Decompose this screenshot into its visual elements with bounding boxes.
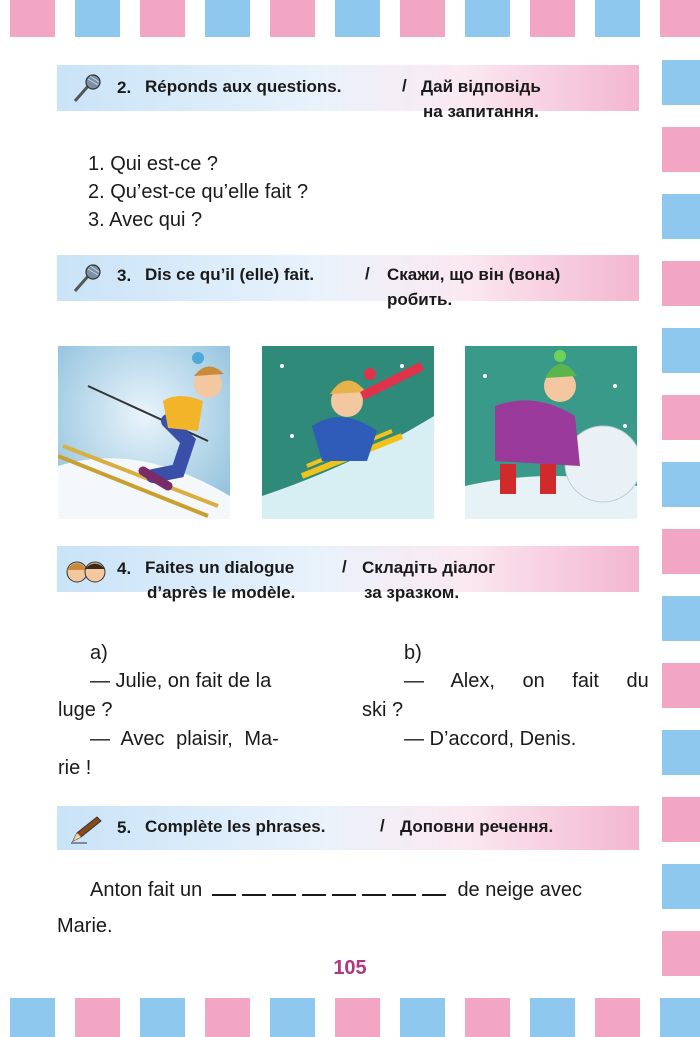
dialogue-b-line-1a: — Alex, on fait du <box>404 670 649 692</box>
title-french: Complète les phrases. <box>145 817 326 836</box>
exercise-number: 4. <box>117 559 132 578</box>
girl-sledging-picture <box>262 346 434 519</box>
title-ukrainian-line-2: на запитання. <box>423 102 539 121</box>
title-separator: / <box>380 816 385 835</box>
letter-blank[interactable] <box>242 876 266 896</box>
title-french: Réponds aux questions. <box>145 77 342 96</box>
page-number: 105 <box>333 957 367 979</box>
dialogue-b-label: b) <box>404 642 422 664</box>
dialogue-a-line-2b: rie ! <box>58 757 92 779</box>
fill-in-sentence <box>90 876 582 905</box>
title-separator: / <box>342 557 347 576</box>
exercise-number: 2. <box>117 78 132 97</box>
title-french-line-1: Faites un dialogue <box>145 558 295 577</box>
title-ukrainian-line-1: Складіть діалог <box>362 558 496 577</box>
exercise-number: 3. <box>117 266 132 285</box>
question-2: 2. Qu’est-ce qu’elle fait ? <box>88 181 309 203</box>
title-separator: / <box>365 264 370 283</box>
title-french: Dis ce qu’il (elle) fait. <box>145 265 315 284</box>
dialogue-a-line-1a: — Julie, on fait de la <box>90 670 272 692</box>
child-rolling-snowball-picture <box>465 346 637 519</box>
sentence-end: de neige avec <box>457 879 582 901</box>
title-ukrainian-line-2: робить. <box>387 290 453 309</box>
letter-blank[interactable] <box>212 876 236 896</box>
title-french-line-2: d’après le modèle. <box>147 583 296 602</box>
exercise-4-banner <box>57 546 639 602</box>
sentence-line-2: Marie. <box>57 915 113 937</box>
dialogue-b-line-1b: ski ? <box>362 699 404 721</box>
letter-blank[interactable] <box>332 876 356 896</box>
title-ukrainian: Доповни речення. <box>400 817 554 836</box>
title-ukrainian-line-1: Дай відповідь <box>421 77 541 96</box>
dialogue-a-line-2a: — Avec plaisir, Ma- <box>90 728 279 750</box>
children-faces-icon <box>61 554 109 586</box>
question-3: 3. Avec qui ? <box>88 209 203 231</box>
dialogue-a-line-1b: luge ? <box>58 699 113 721</box>
sentence-start: Anton fait un <box>90 879 203 901</box>
word-blanks[interactable] <box>212 879 452 901</box>
exercise-number: 5. <box>117 818 132 837</box>
letter-blank[interactable] <box>392 876 416 896</box>
exercise-3-banner <box>57 255 639 309</box>
dialogue-b-line-2: — D’accord, Denis. <box>404 728 577 750</box>
microphone-icon <box>69 73 103 105</box>
exercise-2-banner <box>57 65 639 121</box>
microphone-icon <box>69 263 103 295</box>
letter-blank[interactable] <box>302 876 326 896</box>
letter-blank[interactable] <box>272 876 296 896</box>
title-ukrainian-line-2: за зразком. <box>364 583 460 602</box>
pencil-icon <box>69 813 103 845</box>
letter-blank[interactable] <box>422 876 446 896</box>
letter-blank[interactable] <box>362 876 386 896</box>
exercise-5-banner <box>57 806 639 850</box>
title-separator: / <box>402 76 407 95</box>
dialogue-a-label: a) <box>90 642 108 664</box>
title-ukrainian-line-1: Скажи, що він (вона) <box>387 265 561 284</box>
boy-skiing-picture <box>58 346 230 519</box>
question-1: 1. Qui est-ce ? <box>88 153 219 175</box>
